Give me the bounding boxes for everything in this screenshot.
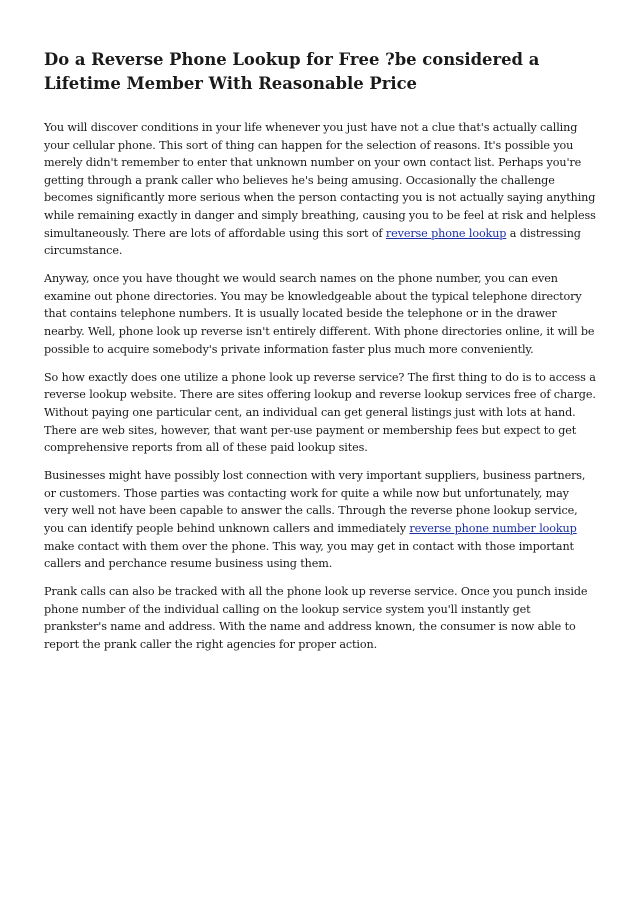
paragraph-4-text-before: Businesses might have possibly lost connection with very important suppliers, business partners, or customers. Those parties was contacting work for quite a while now but unfortunately, may very well not have been capable to answer the calls. Through the reverse phone lookup service, you can identify people behind unknown callers and immediately: [44, 469, 586, 535]
document-page: [44, 48, 596, 664]
reverse-phone-number-lookup-link[interactable]: reverse phone number lookup: [409, 521, 577, 535]
reverse-phone-lookup-link[interactable]: reverse phone lookup: [385, 226, 507, 240]
paragraph-5: Prank calls can also be tracked with all the phone look up reverse service. Once you punch inside phone number of the individual calling on the lookup service system you'll instantly get prankster's name and address. With the name and address known, the consumer is now able to report the prank caller the right agencies for proper action.: [44, 585, 588, 652]
page-title: Do a Reverse Phone Lookup for Free ?be considered a Lifetime Member With Reasonable Price: [44, 50, 540, 93]
paragraph-1-text-before: You will discover conditions in your life whenever you just have not a clue that's actually calling your cellular phone. This sort of thing can happen for the selection of reasons. It's possible you merely didn't remember to enter that unknown number on your own contact list. Perhaps you're getting through a prank caller who believes he's being amusing. Occasionally the challenge becomes significantly more serious when the person contacting you is not actually saying anything while remaining exactly in danger and simply breathing, causing you to be feel at risk and helpless simultaneously. There are lots of affordable using this sort of: [44, 121, 596, 240]
paragraph-1: [44, 119, 596, 260]
paragraph-3: So how exactly does one utilize a phone look up reverse service? The first thing to do is to access a reverse lookup website. There are sites offering lookup and reverse lookup services free of charge. Without paying one particular cent, an individual can get general listings just with lots at hand. There are web sites, however, that want per-use payment or membership fees but expect to get comprehensive reports from all of these paid lookup sites.: [44, 370, 596, 455]
paragraph-2: Anyway, once you have thought we would search names on the phone number, you can even examine out phone directories. You may be knowledgeable about the typical telephone directory that contains telephone numbers. It is usually located beside the telephone or in the drawer nearby. Well, phone look up reverse isn't entirely different. With phone directories online, it will be possible to acquire somebody's private information faster plus much more conveniently.: [44, 272, 595, 356]
paragraph-4-text-after: make contact with them over the phone. This way, you may get in contact with those important callers and perchance resume business using them.: [44, 539, 574, 571]
paragraph-1-text-after: a distressing circumstance.: [44, 226, 581, 258]
paragraph-4: [44, 467, 596, 573]
